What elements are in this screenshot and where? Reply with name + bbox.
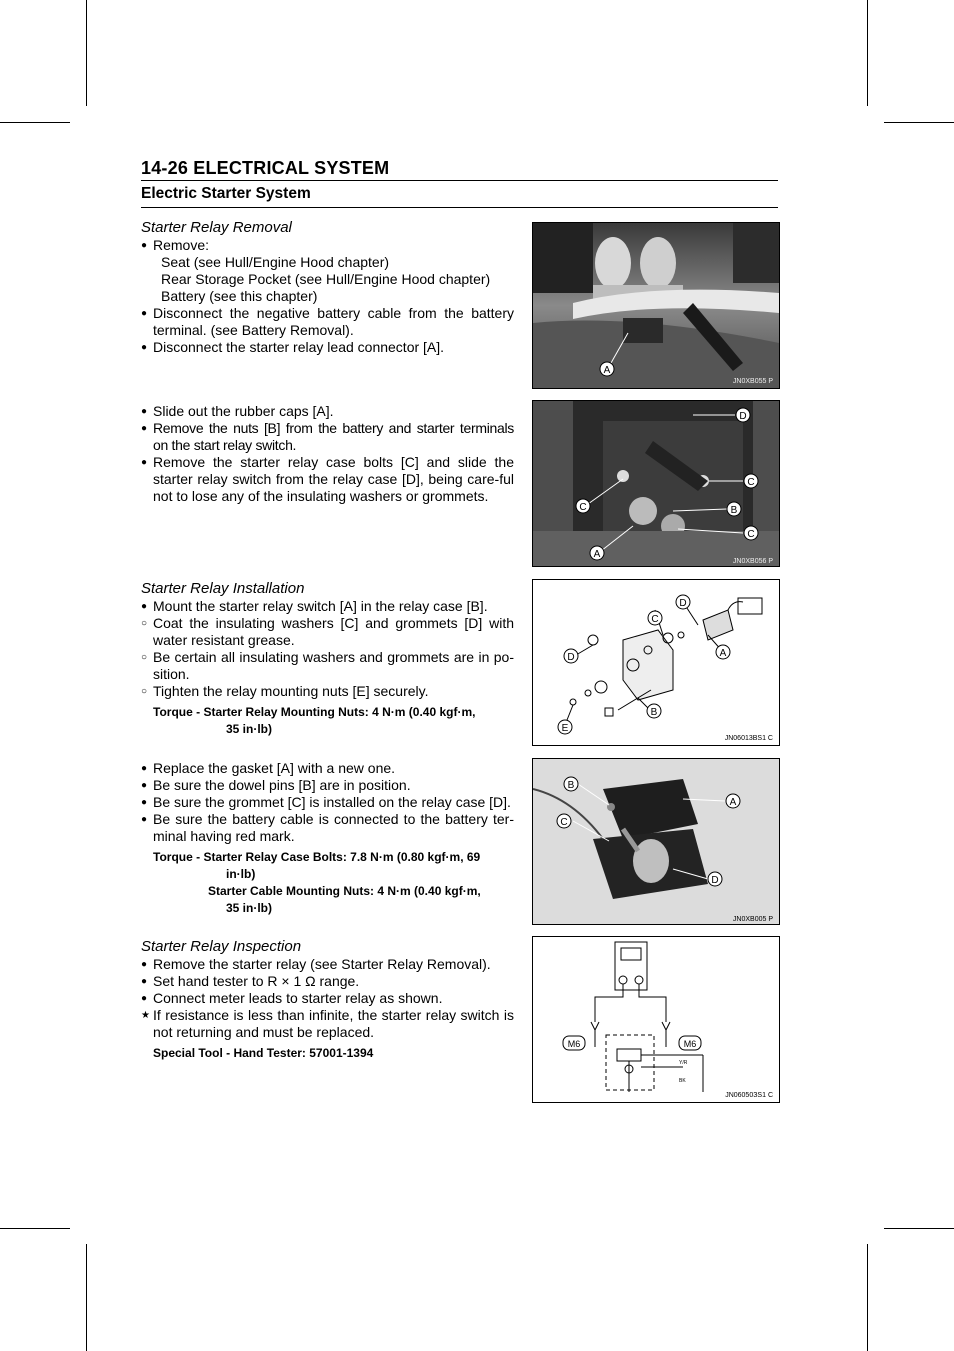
- callout-label: C: [579, 502, 587, 513]
- crop-mark: [86, 0, 87, 106]
- removal-steps: [141, 403, 514, 505]
- list-item: ● Slide out the rubber caps [A].: [141, 403, 334, 419]
- callout-label: B: [567, 780, 575, 791]
- list-item: ○ Tighten the relay mounting nuts [E] securely.: [141, 683, 429, 699]
- crop-mark: [884, 122, 954, 123]
- inspection-section: [141, 938, 514, 1062]
- list-item: ● Replace the gasket [A] with a new one.: [141, 760, 396, 776]
- figure-code: JN06050ЗS1 C: [725, 1092, 773, 1099]
- list-item: ● Disconnect the negative battery cable from the battery terminal. (see Battery Removal).: [141, 305, 514, 338]
- figure-code: JN0XB056 P: [732, 558, 773, 565]
- crop-mark: [867, 1244, 868, 1351]
- installation-heading: Starter Relay Installation: [141, 580, 305, 597]
- section-rule: [141, 207, 778, 208]
- figure-relay-exploded-diagram: [532, 579, 780, 746]
- figure-relay-case-assembly-photo: [532, 758, 780, 925]
- list-item: ● Mount the starter relay switch [A] in the relay case [B].: [141, 598, 488, 614]
- crop-mark: [0, 122, 70, 123]
- figure-code: JN06013BS1 C: [724, 735, 773, 742]
- list-subitem: Battery (see this chapter): [161, 288, 318, 304]
- list-item: ● Set hand tester to R × 1 Ω range.: [141, 973, 360, 989]
- callout-label: C: [560, 817, 568, 828]
- installation-section: [141, 580, 514, 738]
- callout-label: C: [747, 477, 755, 488]
- crop-mark: [86, 1244, 87, 1351]
- callout-label: C: [747, 529, 755, 540]
- list-item: ● Be sure the battery cable is connected to the battery ter-minal having red mark.: [141, 811, 514, 844]
- list-item: ○ Coat the insulating washers [C] and grommets [D] with water resistant grease.: [141, 615, 514, 648]
- figure-code: JN0XB005 P: [732, 916, 773, 923]
- list-subitem: Rear Storage Pocket (see Hull/Engine Hood chapter): [161, 271, 491, 287]
- callout-label: E: [561, 723, 569, 734]
- list-item: ● Remove the starter relay (see Starter Relay Removal).: [141, 956, 491, 972]
- torque-spec: Torque - Starter Relay Case Bolts: 7.8 N·m (0.80 kgf·m, 69 in·lb) Starter Cable Mounting Nuts: 4 N·m (0.40 kgf·m, 35 in·lb): [153, 850, 481, 915]
- callout-label: A: [719, 648, 727, 659]
- callout-label: D: [739, 411, 747, 422]
- callout-label: B: [730, 505, 738, 516]
- wire-label: BK: [679, 1078, 686, 1084]
- callout-label: M6: [567, 1039, 581, 1049]
- figure-relay-connector-photo: [532, 222, 780, 389]
- list-subitem: Seat (see Hull/Engine Hood chapter): [161, 254, 390, 270]
- section-title: Electric Starter System: [141, 185, 311, 202]
- list-item: ○ Be certain all insulating washers and grommets are in po-sition.: [141, 649, 514, 682]
- figure-relay-case-photo: [532, 400, 780, 567]
- list-item: ★ If resistance is less than infinite, the starter relay switch is not returning and must be replaced.: [141, 1007, 514, 1040]
- callout-label: C: [651, 614, 659, 625]
- callout-label: B: [650, 707, 658, 718]
- installation-steps: [141, 760, 514, 917]
- list-item: ● Disconnect the starter relay lead connector [A].: [141, 339, 445, 355]
- callout-label: M6: [683, 1039, 697, 1049]
- page-title: 14-26 ELECTRICAL SYSTEM: [141, 158, 390, 178]
- figure-code: JN0XB055 P: [732, 378, 773, 385]
- torque-spec: Torque - Starter Relay Mounting Nuts: 4 N·m (0.40 kgf·m, 35 in·lb): [153, 705, 476, 736]
- list-item: ● Be sure the grommet [C] is installed on the relay case [D].: [141, 794, 511, 810]
- figure-tester-connection-diagram: [532, 936, 780, 1103]
- crop-mark: [0, 1228, 70, 1229]
- list-item: ● Be sure the dowel pins [B] are in position.: [141, 777, 411, 793]
- list-item: ● Remove:: [141, 237, 210, 253]
- crop-mark: [867, 0, 868, 106]
- inspection-heading: Starter Relay Inspection: [141, 938, 302, 955]
- crop-mark: [884, 1228, 954, 1229]
- callout-label: D: [567, 652, 575, 663]
- special-tool: Special Tool - Hand Tester: 57001-1394: [153, 1046, 374, 1060]
- page-header: [141, 156, 778, 208]
- list-item: ● Connect meter leads to starter relay as shown.: [141, 990, 443, 1006]
- list-item: ● Remove the nuts [B] from the battery and starter terminals on the start relay switch.: [141, 420, 514, 453]
- removal-heading: Starter Relay Removal: [141, 219, 292, 236]
- callout-label: D: [679, 598, 687, 609]
- callout-label: A: [603, 365, 611, 376]
- wire-label: Y/R: [679, 1060, 688, 1066]
- removal-section: [141, 219, 514, 356]
- callout-label: D: [711, 875, 719, 886]
- list-item: ● Remove the starter relay case bolts [C] and slide the starter relay switch from the relay case [D], being care-ful not to lose any of the insulating washers or grommets.: [141, 454, 514, 504]
- callout-label: A: [729, 797, 737, 808]
- callout-label: A: [593, 549, 601, 560]
